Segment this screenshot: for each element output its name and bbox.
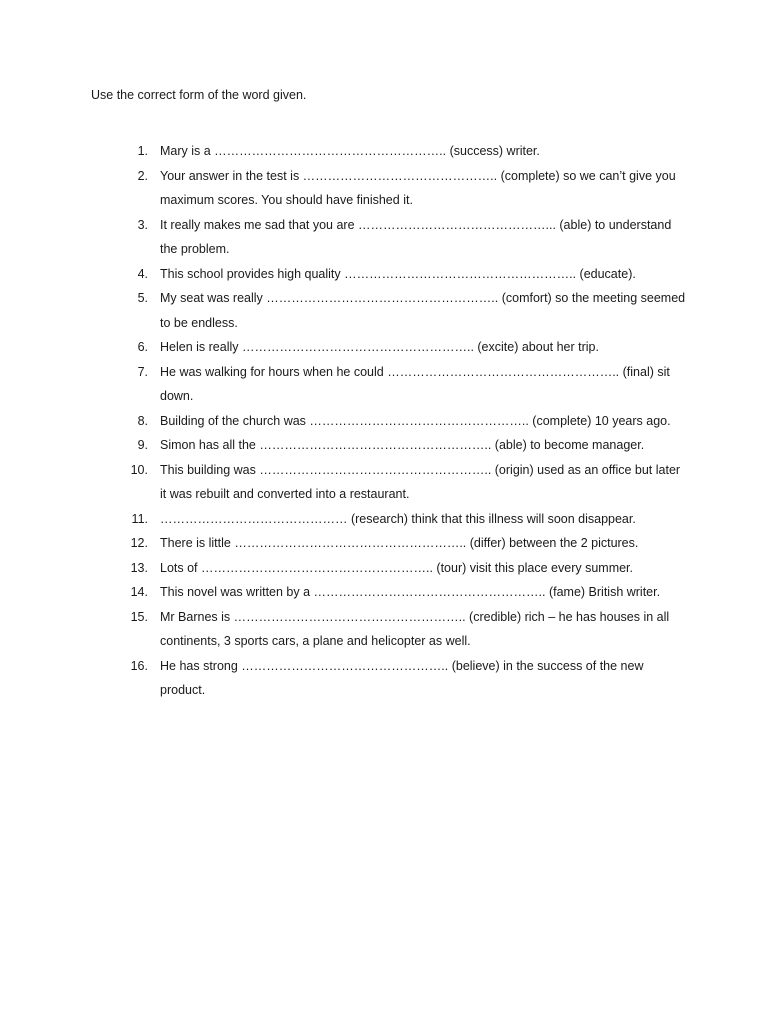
exercise-item xyxy=(128,654,688,703)
item-text: Mary is a ……………………………………………….. (success) writer. xyxy=(160,144,540,158)
instruction-text: Use the correct form of the word given. xyxy=(91,88,307,102)
item-number: 1. xyxy=(137,144,148,158)
item-number: 10. xyxy=(130,462,148,477)
exercise-item xyxy=(128,360,688,409)
exercise-item xyxy=(128,556,688,581)
item-text: My seat was really ……………………………………………….. (comfort) so the meeting seemed to be endless. xyxy=(160,291,686,330)
item-number: 15. xyxy=(130,609,148,624)
item-number: 14. xyxy=(130,585,148,599)
item-number: 11. xyxy=(131,511,148,526)
item-number: 4. xyxy=(137,266,148,281)
exercise-item xyxy=(128,580,688,605)
item-text: This school provides high quality ……………………………………………….. (educate). xyxy=(160,266,636,281)
item-number: 3. xyxy=(137,217,148,232)
item-text: It really makes me sad that you are ………………………………………... (able) to understand the problem. xyxy=(160,217,672,256)
item-number: 12. xyxy=(130,536,148,550)
item-text: Your answer in the test is ……………………………………….. (complete) so we can’t give you maximum scores. You should have finished it. xyxy=(160,168,676,207)
exercise-item xyxy=(128,335,688,360)
item-number: 5. xyxy=(137,291,148,305)
exercise-item xyxy=(128,507,688,532)
exercise-item xyxy=(128,262,688,287)
item-number: 16. xyxy=(130,658,148,673)
exercise-item xyxy=(128,409,688,434)
item-text: There is little ……………………………………………….. (differ) between the 2 pictures. xyxy=(160,536,639,550)
item-text: ……………………………………… (research) think that this illness will soon disappear. xyxy=(160,511,636,526)
exercise-item xyxy=(128,458,688,507)
exercise-item xyxy=(128,164,688,213)
exercise-item xyxy=(128,286,688,335)
item-text: Helen is really ……………………………………………….. (excite) about her trip. xyxy=(160,340,599,354)
exercise-item xyxy=(128,433,688,458)
item-number: 6. xyxy=(137,340,148,354)
item-text: He was walking for hours when he could ……………………………………………….. (final) sit down. xyxy=(160,364,670,403)
item-text: Lots of ……………………………………………….. (tour) visit this place every summer. xyxy=(160,560,633,575)
item-text: Mr Barnes is ……………………………………………….. (credible) rich – he has houses in all continents, 3 sports cars, a plane and helicopter as well. xyxy=(160,609,670,648)
item-number: 9. xyxy=(137,438,148,452)
item-number: 13. xyxy=(130,560,148,575)
item-number: 2. xyxy=(137,168,148,183)
exercise-list xyxy=(128,139,688,703)
item-text: Simon has all the ……………………………………………….. (able) to become manager. xyxy=(160,438,645,452)
item-number: 7. xyxy=(137,364,148,379)
exercise-item xyxy=(128,139,688,164)
item-text: This novel was written by a ……………………………………………….. (fame) British writer. xyxy=(160,585,661,599)
item-number: 8. xyxy=(137,413,148,428)
item-text: This building was ……………………………………………….. (origin) used as an office but later it was rebuilt and converted into a restaurant. xyxy=(160,462,681,501)
exercise-item xyxy=(128,213,688,262)
item-text: Building of the church was …………………………………………….. (complete) 10 years ago. xyxy=(160,413,671,428)
exercise-item xyxy=(128,605,688,654)
exercise-item xyxy=(128,531,688,556)
item-text: He has strong ………………………………………….. (believe) in the success of the new product. xyxy=(160,658,644,697)
